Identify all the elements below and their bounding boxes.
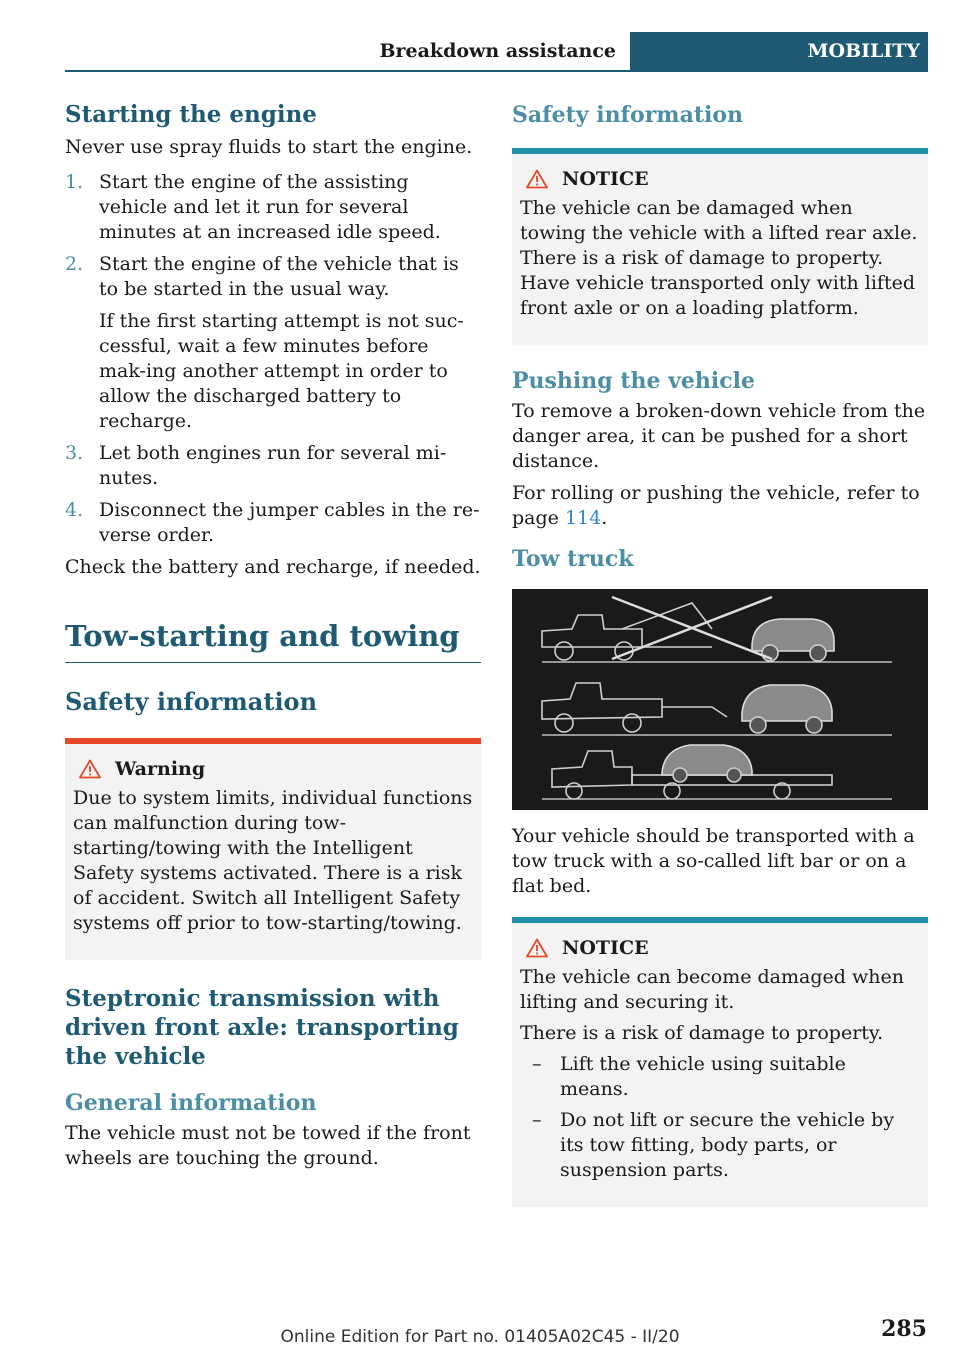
notice-title (520, 935, 920, 961)
list-item (65, 498, 481, 548)
step-number: 2. (65, 253, 84, 275)
pushing-vehicle-text: To remove a broken-down vehicle from the danger area, it can be pushed for a short distance. (512, 400, 926, 472)
warning-triangle-icon (526, 169, 548, 189)
left-column (65, 100, 481, 1178)
list-item (65, 252, 481, 434)
warning-triangle-icon (526, 938, 548, 958)
right-column (512, 100, 928, 1207)
notice-box (512, 148, 928, 345)
notice-list (520, 1052, 920, 1183)
list-item (65, 441, 481, 491)
list-item-text: Lift the vehicle using suitable means. (560, 1053, 846, 1100)
page-link[interactable]: 114 (564, 507, 602, 529)
header-section-title: Breakdown assistance (379, 40, 616, 62)
general-information-heading: General information (65, 1090, 317, 1116)
notice-box (512, 917, 928, 1207)
safety-information-heading: Safety information (512, 102, 744, 128)
pushing-reference (512, 481, 928, 531)
list-item (520, 1052, 920, 1102)
warning-text: Due to system limits, individual functions can malfunction during tow-starting/towing with the Intelligent Safety systems activated. There is a risk of accident. Switch all Intelligent Safety systems off prior to tow-starting/towing. (73, 787, 473, 934)
list-item (65, 170, 481, 245)
starting-steps-list (65, 170, 481, 548)
notice-title (520, 166, 920, 192)
list-item-text: Do not lift or secure the vehicle by its tow fitting, body parts, or suspension parts. (560, 1109, 895, 1181)
step-number: 3. (65, 442, 84, 464)
pushing-vehicle-heading: Pushing the vehicle (512, 368, 756, 394)
step-text: Let both engines run for several mi-nutes. (99, 442, 447, 489)
pushing-reference-end: . (601, 507, 608, 529)
list-item (520, 1108, 920, 1183)
footer-edition: Online Edition for Part no. 01405A02C45 - II/20 (280, 1327, 680, 1347)
page-number: 285 (881, 1316, 927, 1342)
step-text: Start the engine of the assisting vehicle and let it run for several minutes at an increased idle speed. (99, 171, 441, 243)
page-header (65, 32, 928, 72)
check-battery-text: Check the battery and recharge, if needed. (65, 556, 481, 578)
step-text: Start the engine of the vehicle that is to be started in the usual way. (99, 253, 459, 300)
header-chapter-tab: MOBILITY (630, 32, 928, 70)
notice-text: There is a risk of damage to property. (520, 1022, 884, 1044)
step-number: 1. (65, 171, 84, 193)
tow-starting-heading: Tow-starting and towing (65, 618, 481, 663)
warning-title-text: Warning (115, 758, 206, 780)
warning-triangle-icon (79, 759, 101, 779)
step-text: Disconnect the jumper cables in the re-verse order. (99, 499, 480, 546)
tow-truck-heading: Tow truck (512, 546, 634, 572)
notice-title-text: NOTICE (562, 168, 649, 190)
dash-marker: – (532, 1053, 542, 1075)
notice-title-text: NOTICE (562, 937, 649, 959)
notice-text: The vehicle can be damaged when towing the vehicle with a lifted rear axle. There is a risk of damage to property. Have vehicle transported only with lifted front axle or on a loading platform. (520, 197, 918, 319)
safety-information-heading: Safety information (65, 687, 318, 716)
dash-marker: – (532, 1109, 542, 1131)
steptronic-heading: Steptronic transmission with driven front axle: transporting the vehicle (65, 985, 459, 1070)
warning-box (65, 738, 481, 960)
tow-truck-text: Your vehicle should be transported with a tow truck with a so-called lift bar or on a flat bed. (512, 825, 915, 897)
step-number: 4. (65, 499, 84, 521)
starting-engine-intro: Never use spray fluids to start the engine. (65, 136, 473, 158)
pushing-reference-text: For rolling or pushing the vehicle, refer to page (512, 482, 920, 529)
tow-truck-illustration (512, 589, 928, 810)
warning-title (73, 756, 473, 782)
step-subtext: If the first starting attempt is not suc-cessful, wait a few minutes before mak-ing another attempt in order to allow the discharged battery to recharge. (99, 310, 464, 432)
general-information-text: The vehicle must not be towed if the front wheels are touching the ground. (65, 1122, 471, 1169)
starting-engine-heading: Starting the engine (65, 101, 317, 128)
notice-text: The vehicle can become damaged when lifting and securing it. (520, 966, 904, 1013)
